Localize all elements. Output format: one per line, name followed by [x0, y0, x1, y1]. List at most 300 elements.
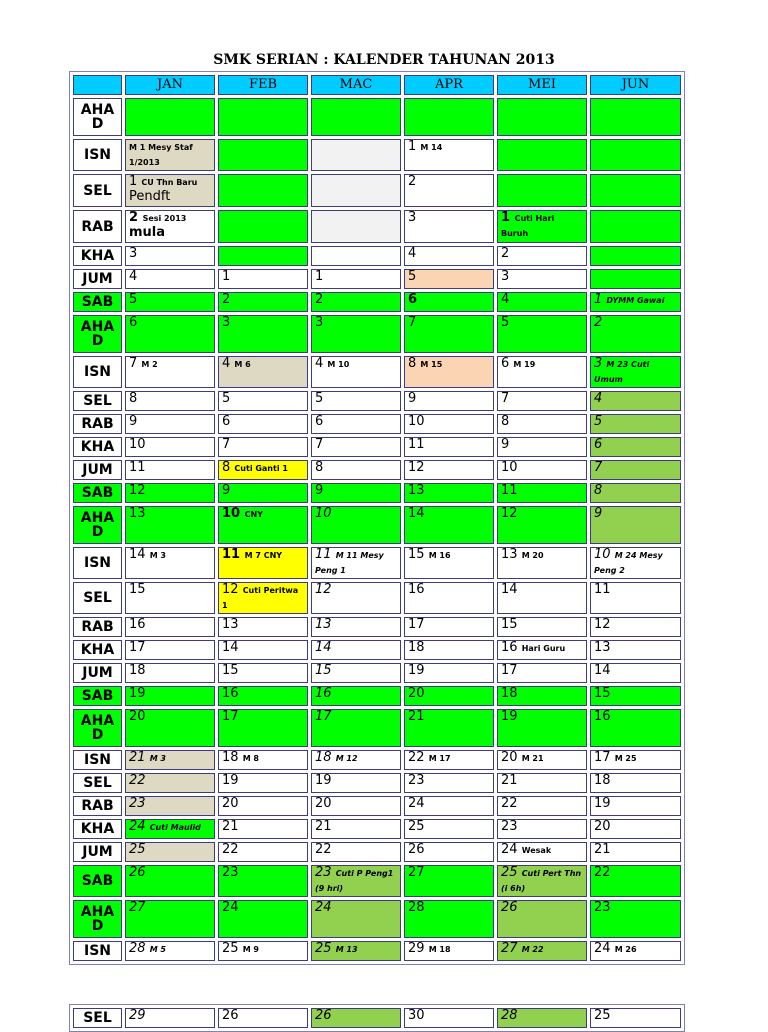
day-cell — [590, 246, 681, 266]
day-cell — [497, 269, 587, 289]
cell-note: Cuti Peritwa 1 — [222, 586, 299, 610]
day-cell — [125, 819, 215, 839]
day-number: 8 — [594, 483, 603, 498]
day-number: 1 — [501, 210, 511, 225]
day-cell — [125, 246, 215, 266]
day-number: 9 — [129, 414, 138, 429]
day-cell — [497, 640, 587, 660]
month-header-mei: MEI — [497, 75, 587, 95]
calendar-row — [73, 663, 681, 683]
day-cell — [404, 709, 494, 747]
day-number: 13 — [129, 506, 146, 521]
month-header-jan: JAN — [125, 75, 215, 95]
day-label: KHA — [73, 437, 122, 457]
cell-note: Cuti P Peng1 (9 hri) — [315, 869, 394, 893]
day-cell — [590, 582, 681, 614]
day-cell — [404, 460, 494, 480]
day-cell — [590, 174, 681, 207]
cell-note: Cuti Ganti 1 — [234, 464, 288, 473]
day-cell — [311, 709, 401, 747]
day-cell — [404, 292, 494, 312]
day-number: 5 — [408, 269, 417, 284]
day-cell — [311, 842, 401, 862]
day-number: 23 — [594, 900, 611, 915]
day-cell — [311, 315, 401, 353]
calendar-row — [73, 315, 681, 353]
day-number: 20 — [315, 796, 332, 811]
calendar-table — [69, 71, 685, 965]
day-cell — [590, 547, 681, 579]
day-number: 16 — [315, 686, 332, 701]
day-cell — [590, 941, 681, 961]
day-label: SAB — [73, 865, 122, 897]
day-number: 26 — [408, 842, 425, 857]
day-number: 2 — [315, 292, 324, 307]
day-cell — [590, 391, 681, 411]
calendar-row — [73, 900, 681, 938]
cell-note-line2: Pendft — [129, 189, 171, 204]
day-cell — [311, 773, 401, 793]
calendar-row — [73, 437, 681, 457]
day-number: 7 — [222, 437, 231, 452]
day-number: 6 — [129, 315, 138, 330]
day-cell — [311, 460, 401, 480]
day-cell — [311, 941, 401, 961]
day-cell — [218, 356, 308, 388]
day-cell — [590, 98, 681, 136]
calendar-row — [73, 356, 681, 388]
day-cell — [125, 414, 215, 434]
day-cell — [218, 174, 308, 207]
day-cell — [125, 709, 215, 747]
day-number: 9 — [222, 483, 231, 498]
day-cell — [218, 292, 308, 312]
day-cell — [125, 750, 215, 770]
cell-note: M 7 CNY — [244, 551, 283, 560]
day-cell — [404, 842, 494, 862]
calendar-row — [73, 796, 681, 816]
day-label: SAB — [73, 292, 122, 312]
day-number: 24 — [408, 796, 425, 811]
day-number: 14 — [222, 640, 239, 655]
day-label: AHA D — [73, 506, 122, 544]
day-number: 22 — [315, 842, 332, 857]
day-number: 15 — [315, 663, 332, 678]
day-label: KHA — [73, 819, 122, 839]
day-number: 26 — [501, 900, 518, 915]
calendar-row — [73, 246, 681, 266]
day-cell — [404, 139, 494, 171]
day-cell — [497, 1008, 587, 1028]
day-cell — [404, 174, 494, 207]
day-cell — [125, 356, 215, 388]
day-label: JUM — [73, 842, 122, 862]
day-cell — [311, 900, 401, 938]
day-cell — [218, 139, 308, 171]
day-number: 16 — [129, 617, 146, 632]
day-number: 23 — [315, 865, 332, 880]
day-number: 11 — [501, 483, 518, 498]
day-cell — [311, 356, 401, 388]
day-number: 22 — [594, 865, 611, 880]
day-number: 4 — [129, 269, 138, 284]
day-cell — [404, 686, 494, 706]
day-cell — [404, 210, 494, 243]
day-number: 8 — [315, 460, 324, 475]
day-cell — [311, 547, 401, 579]
day-number: 13 — [222, 617, 239, 632]
day-number: 25 — [315, 941, 332, 956]
day-cell — [590, 796, 681, 816]
day-cell — [125, 900, 215, 938]
day-cell — [218, 269, 308, 289]
day-cell — [311, 686, 401, 706]
day-cell — [125, 139, 215, 171]
day-cell — [218, 617, 308, 637]
calendar-row — [73, 941, 681, 961]
day-cell — [404, 773, 494, 793]
day-cell — [311, 617, 401, 637]
calendar-row — [73, 483, 681, 503]
day-number: 3 — [408, 210, 417, 225]
cell-note: M 23 Cuti Umum — [594, 360, 650, 384]
day-number: 27 — [129, 900, 146, 915]
day-number: 16 — [222, 686, 239, 701]
day-number: 8 — [408, 356, 417, 371]
day-number: 17 — [408, 617, 425, 632]
day-number: 25 — [222, 941, 239, 956]
cell-note: DYMM Gawai — [606, 296, 665, 305]
day-number: 5 — [222, 391, 231, 406]
day-cell — [125, 174, 215, 207]
day-number: 19 — [408, 663, 425, 678]
calendar-row — [73, 414, 681, 434]
day-number: 10 — [501, 460, 518, 475]
day-number: 12 — [594, 617, 611, 632]
day-label: ISN — [73, 750, 122, 770]
day-number: 18 — [222, 750, 239, 765]
day-cell — [125, 941, 215, 961]
day-number: 7 — [501, 391, 510, 406]
day-number: 11 — [594, 582, 611, 597]
day-number: 1 — [129, 174, 138, 189]
day-cell — [497, 773, 587, 793]
calendar-row — [73, 842, 681, 862]
calendar-row — [73, 139, 681, 171]
day-cell — [218, 98, 308, 136]
day-cell — [497, 750, 587, 770]
day-label: JUM — [73, 460, 122, 480]
day-number: 20 — [594, 819, 611, 834]
cell-note: M 15 — [420, 360, 443, 369]
day-cell — [218, 686, 308, 706]
day-number: 12 — [129, 483, 146, 498]
day-number: 28 — [129, 941, 146, 956]
day-number: 3 — [501, 269, 510, 284]
day-number: 6 — [501, 356, 510, 371]
month-header-jun: JUN — [590, 75, 681, 95]
cell-note: M 1 Mesy Staf 1/2013 — [129, 143, 193, 167]
day-number: 4 — [501, 292, 510, 307]
calendar-row — [73, 686, 681, 706]
day-number: 14 — [501, 582, 518, 597]
day-cell — [404, 414, 494, 434]
day-cell — [218, 483, 308, 503]
day-cell — [125, 210, 215, 243]
day-number: 17 — [222, 709, 239, 724]
day-number: 21 — [408, 709, 425, 724]
cell-note: M 25 — [614, 754, 637, 763]
day-cell — [218, 315, 308, 353]
day-number: 22 — [222, 842, 239, 857]
day-cell — [497, 842, 587, 862]
cell-note: Wesak — [521, 846, 552, 855]
day-number: 10 — [408, 414, 425, 429]
day-cell — [218, 210, 308, 243]
day-number: 6 — [408, 292, 418, 307]
day-number: 7 — [129, 356, 138, 371]
day-cell — [311, 139, 401, 171]
day-cell — [218, 640, 308, 660]
day-number: 16 — [594, 709, 611, 724]
cell-note: M 20 — [521, 551, 544, 560]
day-number: 15 — [129, 582, 146, 597]
day-number: 18 — [408, 640, 425, 655]
day-number: 17 — [315, 709, 332, 724]
day-number: 2 — [222, 292, 231, 307]
day-number: 19 — [594, 796, 611, 811]
day-cell — [590, 617, 681, 637]
day-cell — [404, 865, 494, 897]
day-cell — [125, 663, 215, 683]
day-cell — [404, 819, 494, 839]
day-cell — [311, 246, 401, 266]
month-header-mac: MAC — [311, 75, 401, 95]
day-cell — [125, 617, 215, 637]
day-cell — [404, 269, 494, 289]
day-label: JUM — [73, 269, 122, 289]
day-cell — [497, 663, 587, 683]
day-cell — [404, 356, 494, 388]
day-number: 14 — [408, 506, 425, 521]
day-cell — [218, 437, 308, 457]
day-cell — [404, 941, 494, 961]
day-number: 17 — [129, 640, 146, 655]
cell-note: M 13 — [335, 945, 358, 954]
calendar-row — [73, 865, 681, 897]
day-cell — [311, 174, 401, 207]
day-cell — [125, 460, 215, 480]
day-cell — [125, 842, 215, 862]
day-cell — [218, 750, 308, 770]
day-number: 24 — [129, 819, 146, 834]
day-cell — [311, 483, 401, 503]
day-number: 3 — [594, 356, 603, 371]
day-number: 5 — [315, 391, 324, 406]
day-number: 25 — [408, 819, 425, 834]
cell-note: M 3 — [149, 551, 166, 560]
cell-note: Hari Guru — [521, 644, 566, 653]
day-cell — [125, 391, 215, 411]
day-label: RAB — [73, 796, 122, 816]
calendar-row — [73, 506, 681, 544]
day-cell — [497, 315, 587, 353]
cell-note: M 2 — [141, 360, 158, 369]
day-number: 8 — [129, 391, 138, 406]
day-number: 20 — [129, 709, 146, 724]
calendar-row — [73, 460, 681, 480]
month-header-row — [73, 75, 681, 95]
day-number: 9 — [594, 506, 603, 521]
month-header-apr: APR — [404, 75, 494, 95]
day-number: 1 — [315, 269, 324, 284]
day-number: 9 — [408, 391, 417, 406]
day-cell — [311, 1008, 401, 1028]
cell-note: M 10 — [327, 360, 350, 369]
day-cell — [497, 174, 587, 207]
day-number: 16 — [501, 640, 518, 655]
day-cell — [590, 663, 681, 683]
day-label: ISN — [73, 547, 122, 579]
day-number: 6 — [594, 437, 603, 452]
cell-note: Cuti Pert Thn (i 6h) — [501, 869, 582, 893]
calendar-row — [73, 98, 681, 136]
day-cell — [590, 506, 681, 544]
day-cell — [497, 246, 587, 266]
day-cell — [404, 391, 494, 411]
day-number: 18 — [315, 750, 332, 765]
day-cell — [497, 900, 587, 938]
cell-note: M 14 — [420, 143, 443, 152]
cell-note: M 21 — [521, 754, 544, 763]
day-label: ISN — [73, 139, 122, 171]
cell-note: M 26 — [614, 945, 637, 954]
calendar-row — [73, 1008, 681, 1028]
day-number: 10 — [594, 547, 611, 562]
day-cell — [590, 1008, 681, 1028]
day-number: 14 — [315, 640, 332, 655]
day-cell — [404, 506, 494, 544]
day-number: 21 — [129, 750, 146, 765]
day-cell — [218, 506, 308, 544]
day-cell — [125, 796, 215, 816]
day-number: 20 — [408, 686, 425, 701]
day-cell — [125, 547, 215, 579]
day-number: 2 — [501, 246, 510, 261]
day-number: 16 — [408, 582, 425, 597]
day-number: 18 — [501, 686, 518, 701]
day-number: 30 — [408, 1008, 425, 1023]
day-number: 11 — [315, 547, 332, 562]
day-number: 5 — [501, 315, 510, 330]
calendar-row — [73, 547, 681, 579]
day-cell — [497, 391, 587, 411]
day-cell — [218, 414, 308, 434]
day-cell — [311, 819, 401, 839]
day-number: 27 — [408, 865, 425, 880]
cell-note: M 17 — [428, 754, 451, 763]
day-cell — [218, 796, 308, 816]
day-number: 29 — [408, 941, 425, 956]
day-cell — [218, 900, 308, 938]
day-number: 9 — [501, 437, 510, 452]
day-number: 28 — [408, 900, 425, 915]
day-label: RAB — [73, 414, 122, 434]
day-label: SEL — [73, 1008, 122, 1028]
day-number: 23 — [222, 865, 239, 880]
day-number: 4 — [408, 246, 417, 261]
day-number: 24 — [501, 842, 518, 857]
day-number: 26 — [315, 1008, 332, 1023]
day-label: SEL — [73, 582, 122, 614]
calendar-row — [73, 582, 681, 614]
day-label: KHA — [73, 640, 122, 660]
day-number: 25 — [594, 1008, 611, 1023]
calendar-row — [73, 617, 681, 637]
day-cell — [218, 582, 308, 614]
day-number: 13 — [315, 617, 332, 632]
cell-note: M 3 — [149, 754, 166, 763]
day-number: 15 — [594, 686, 611, 701]
day-number: 6 — [315, 414, 324, 429]
day-cell — [497, 582, 587, 614]
day-label: AHA D — [73, 900, 122, 938]
day-cell — [125, 1008, 215, 1028]
day-cell — [125, 773, 215, 793]
day-number: 23 — [501, 819, 518, 834]
day-cell — [590, 414, 681, 434]
cell-note: Cuti Maulid — [149, 823, 201, 832]
day-label: JUM — [73, 663, 122, 683]
day-number: 2 — [594, 315, 603, 330]
day-number: 12 — [408, 460, 425, 475]
calendar-row — [73, 819, 681, 839]
day-cell — [218, 819, 308, 839]
day-cell — [590, 819, 681, 839]
day-cell — [590, 686, 681, 706]
day-cell — [404, 796, 494, 816]
day-number: 19 — [501, 709, 518, 724]
day-label: AHA D — [73, 709, 122, 747]
day-label: AHA D — [73, 315, 122, 353]
day-cell — [125, 640, 215, 660]
day-cell — [311, 663, 401, 683]
day-cell — [125, 437, 215, 457]
day-number: 15 — [408, 547, 425, 562]
day-number: 12 — [501, 506, 518, 521]
day-number: 20 — [501, 750, 518, 765]
day-number: 3 — [315, 315, 324, 330]
day-number: 24 — [315, 900, 332, 915]
day-cell — [497, 941, 587, 961]
day-cell — [590, 210, 681, 243]
day-cell — [497, 709, 587, 747]
day-number: 24 — [222, 900, 239, 915]
day-number: 1 — [594, 292, 603, 307]
day-number: 22 — [408, 750, 425, 765]
day-label: SAB — [73, 483, 122, 503]
day-number: 18 — [594, 773, 611, 788]
day-number: 22 — [501, 796, 518, 811]
calendar-row — [73, 640, 681, 660]
day-number: 10 — [222, 506, 241, 521]
calendar-row — [73, 292, 681, 312]
calendar-row — [73, 750, 681, 770]
day-cell — [125, 315, 215, 353]
calendar-row — [73, 773, 681, 793]
day-cell — [311, 506, 401, 544]
day-cell — [311, 414, 401, 434]
